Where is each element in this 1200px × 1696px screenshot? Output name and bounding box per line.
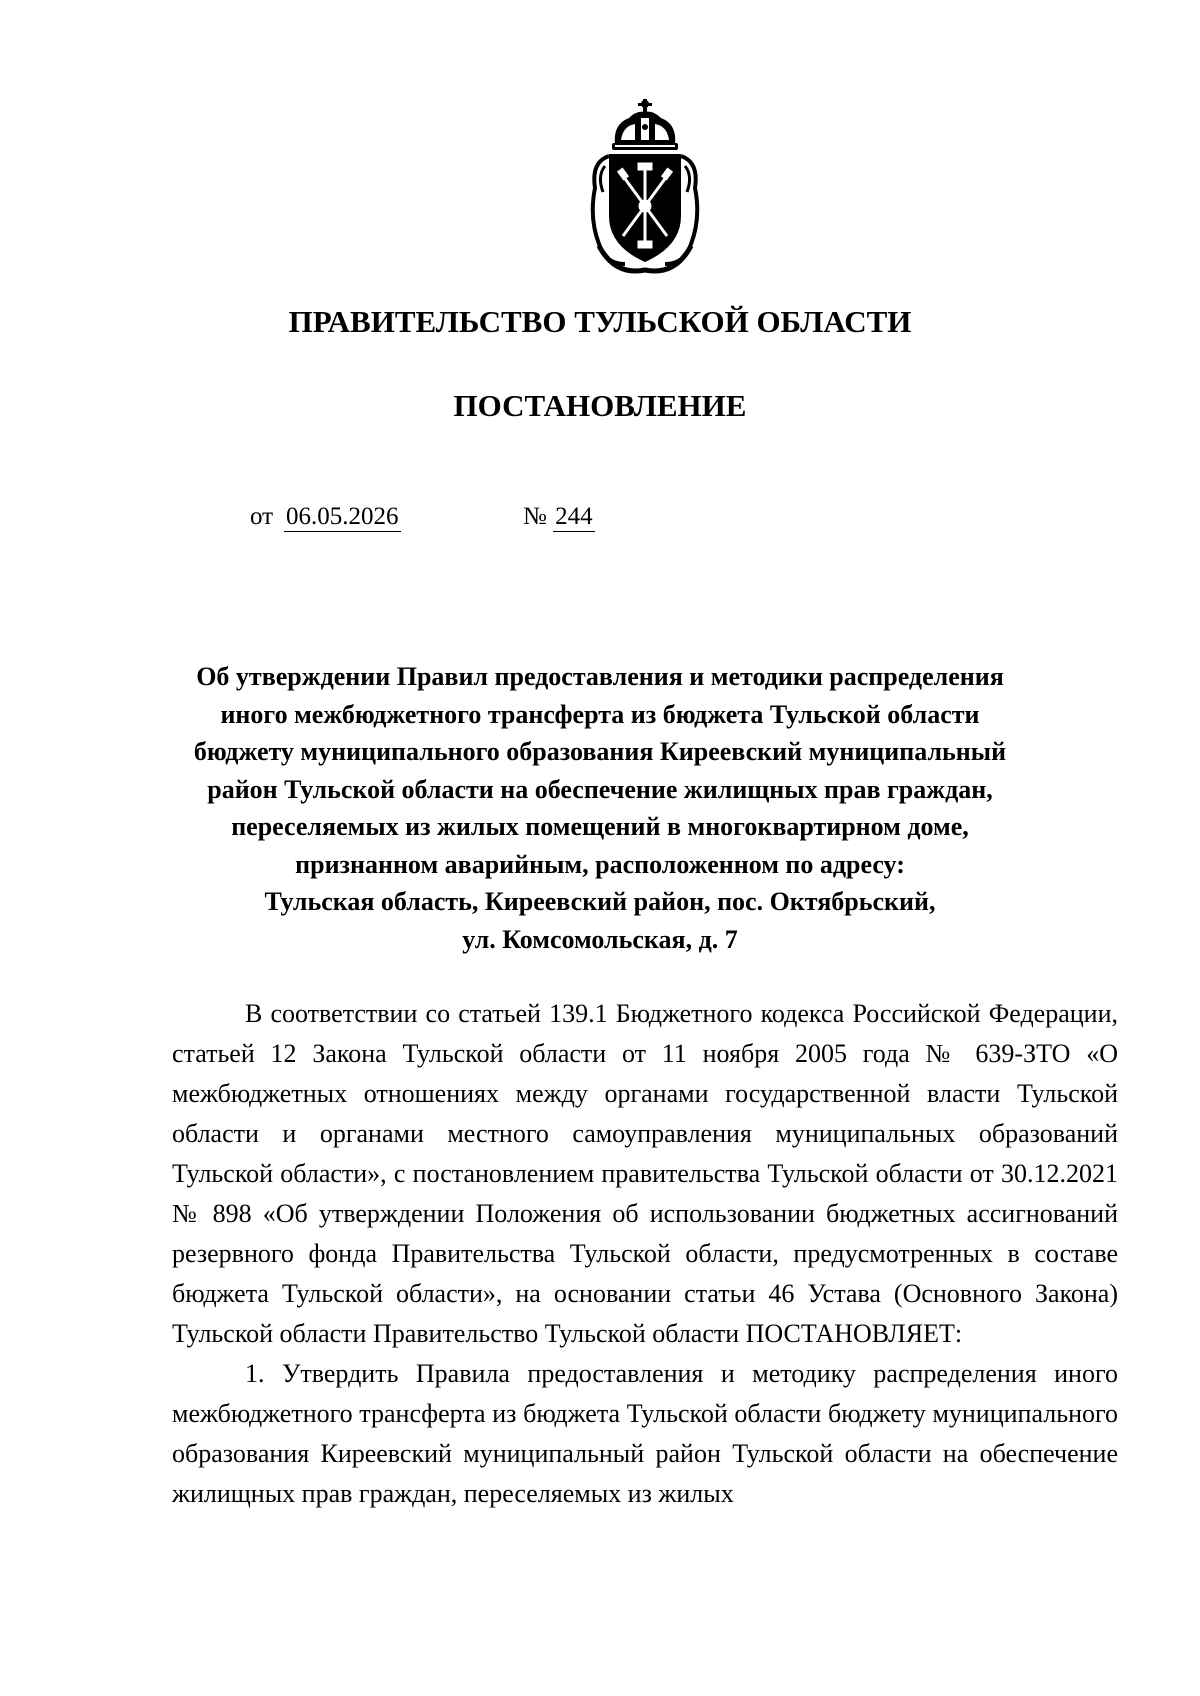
- body-paragraph: 1. Утвердить Правила предоставления и методику распределения иного межбюджетного трансферта из бюджета Тульской области бюджету муниципального образования Киреевский муниципальный район Тульской области на обеспечение жилищных прав граждан, переселяемых из жилых: [172, 1359, 1118, 1508]
- subject-line: Тульская область, Киреевский район, пос. Октябрьский,: [264, 887, 936, 916]
- organization-title: ПРАВИТЕЛЬСТВО ТУЛЬСКОЙ ОБЛАСТИ: [288, 304, 912, 339]
- subject-line: район Тульской области на обеспечение жилищных прав граждан,: [207, 774, 993, 804]
- document-subject: [190, 658, 1010, 958]
- subject-line: бюджету муниципального образования Киреевский муниципальный: [193, 737, 1007, 766]
- crown-icon: [612, 99, 678, 150]
- subject-line: ул. Комсомольская, д. 7: [462, 924, 738, 954]
- number-prefix: №: [523, 503, 547, 530]
- document-body: [172, 994, 1118, 1514]
- document-number-block: [523, 500, 595, 534]
- document-date: 06.05.2026: [286, 503, 399, 530]
- subject-line: переселяемых из жилых помещений в многоквартирном доме,: [231, 812, 969, 841]
- subject-line: признанном аварийным, расположенном по адресу:: [295, 849, 905, 879]
- document-number: 244: [555, 503, 593, 530]
- subject-line: иного межбюджетного трансферта из бюджета Тульской области: [220, 699, 980, 729]
- body-paragraph: В соответствии со статьей 139.1 Бюджетного кодекса Российской Федерации, статьей 12 Закона Тульской области от 11 ноября 2005 года № 639-ЗТО «О межбюджетных отношениях между органами государственной власти Тульской области и органами местного самоуправления муниципальных образований Тульской области», с постановлением правительства Тульской области от 30.12.2021 № 898 «Об утверждении Положения об использовании бюджетных ассигнований резервного фонда Правительства Тульской области, предусмотренных в составе бюджета Тульской области», на основании статьи 46 Устава (Основного Закона) Тульской области Правительство Тульской области ПОСТАНОВЛЯЕТ:: [172, 999, 1118, 1348]
- coat-of-arms-emblem: [585, 96, 705, 278]
- document-meta: [250, 500, 593, 534]
- date-prefix: от: [250, 503, 274, 530]
- document-type-heading: ПОСТАНОВЛЕНИЕ: [453, 388, 747, 423]
- subject-line: Об утверждении Правил предоставления и методики распределения: [196, 662, 1004, 691]
